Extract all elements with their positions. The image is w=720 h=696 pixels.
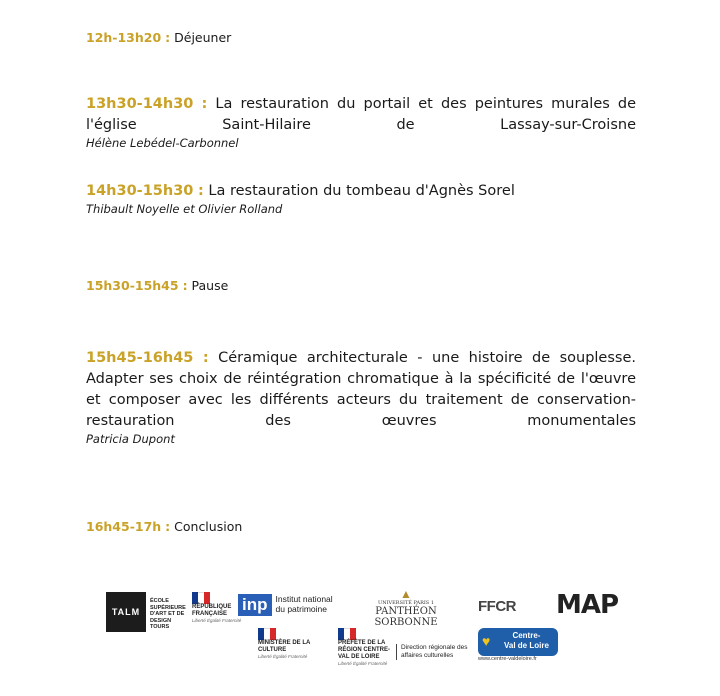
drac-text: Direction régionale des affaires culturelles xyxy=(396,644,475,660)
time-slot: 13h30-14h30 xyxy=(86,96,194,112)
cvl-line-2: Val de Loire xyxy=(504,641,549,650)
esad-text: ÉCOLE SUPÉRIEURE D'ART ET DE DESIGN TOURS xyxy=(150,598,186,630)
partner-logos xyxy=(100,584,620,684)
flag-icon xyxy=(192,592,210,604)
session-title-line xyxy=(86,348,636,369)
separator: : xyxy=(198,183,204,199)
separator: : xyxy=(182,278,188,293)
session-title: Conclusion xyxy=(174,519,243,534)
republique-text: RÉPUBLIQUE FRANÇAISE xyxy=(192,604,232,617)
flag-icon xyxy=(258,628,276,640)
program-item-lunch xyxy=(86,30,636,45)
separator: : xyxy=(201,96,208,112)
ministere-culture-logo xyxy=(258,628,320,659)
map-logo: MAP xyxy=(556,590,619,620)
pantheon-dome-icon: ▲ xyxy=(400,587,412,601)
heart-icon: ♥ xyxy=(482,633,491,649)
ministere-text: MINISTÈRE DE LA CULTURE xyxy=(258,640,311,653)
devise-text: Liberté Égalité Fraternité xyxy=(258,654,308,659)
ffcr-logo: FFCR xyxy=(478,598,516,615)
sorbonne-line-1: UNIVERSITÉ PARIS 1 xyxy=(377,600,434,606)
separator: : xyxy=(165,30,171,45)
pantheon-sorbonne-logo xyxy=(354,588,458,628)
session-title: Pause xyxy=(191,278,229,293)
session-title-line-4: restauration des œuvres monumentales xyxy=(86,413,636,429)
inp-text xyxy=(276,594,333,614)
speaker-name: Hélène Lebédel-Carbonnel xyxy=(86,136,239,150)
prefete-logo xyxy=(338,628,394,666)
republique-francaise-logo xyxy=(192,592,242,623)
program-item-portail xyxy=(86,94,636,150)
cvl-line-1: Centre- xyxy=(512,631,541,640)
centre-val-de-loire-logo xyxy=(478,628,558,663)
cvl-badge xyxy=(478,628,558,656)
speaker-name: Thibault Noyelle et Olivier Rolland xyxy=(86,202,283,216)
prefete-text: PRÉFÈTE DE LA RÉGION CENTRE-VAL DE LOIRE xyxy=(338,640,391,660)
cvl-url: www.centre-valdeloire.fr xyxy=(478,656,537,662)
devise-text: Liberté Égalité Fraternité xyxy=(338,661,388,666)
program-item-tombeau xyxy=(86,181,636,216)
separator: : xyxy=(202,350,209,366)
sorbonne-line-2: PANTHÉON SORBONNE xyxy=(374,606,438,628)
inp-line-1: Institut national xyxy=(275,594,333,604)
cvl-text xyxy=(504,631,549,651)
time-slot: 14h30-15h30 xyxy=(86,183,194,199)
time-slot: 15h45-16h45 xyxy=(86,350,194,366)
time-slot: 15h30-15h45 xyxy=(86,278,179,293)
session-title-line xyxy=(86,94,636,115)
program-item-pause xyxy=(86,278,636,293)
separator: : xyxy=(165,519,171,534)
time-slot: 16h45-17h xyxy=(86,519,162,534)
inp-logo xyxy=(238,594,353,616)
time-slot: 12h-13h20 xyxy=(86,30,162,45)
session-title: La restauration du tombeau d'Agnès Sorel xyxy=(208,183,515,199)
speaker-name: Patricia Dupont xyxy=(86,432,175,446)
esad-mark: TALM xyxy=(106,592,146,632)
session-title-line-3: et composer avec les différents acteurs du traitement de conservation- xyxy=(86,392,636,408)
program-item-ceramique xyxy=(86,348,636,446)
session-title-line-2: Adapter ses choix de réintégration chromatique à la spécificité de l'œuvre xyxy=(86,371,636,387)
inp-mark: inp xyxy=(238,594,272,616)
session-title: Céramique architecturale - une histoire de souplesse. xyxy=(218,350,636,366)
devise-text: Liberté Égalité Fraternité xyxy=(192,618,242,623)
flag-icon xyxy=(338,628,356,640)
program-item-conclusion xyxy=(86,519,636,534)
inp-line-2: du patrimoine xyxy=(275,604,328,614)
session-title-line-2: l'église Saint-Hilaire de Lassay-sur-Croisne xyxy=(86,117,636,133)
session-title: Déjeuner xyxy=(174,30,232,45)
session-title: La restauration du portail et des peintures murales de xyxy=(215,96,637,112)
